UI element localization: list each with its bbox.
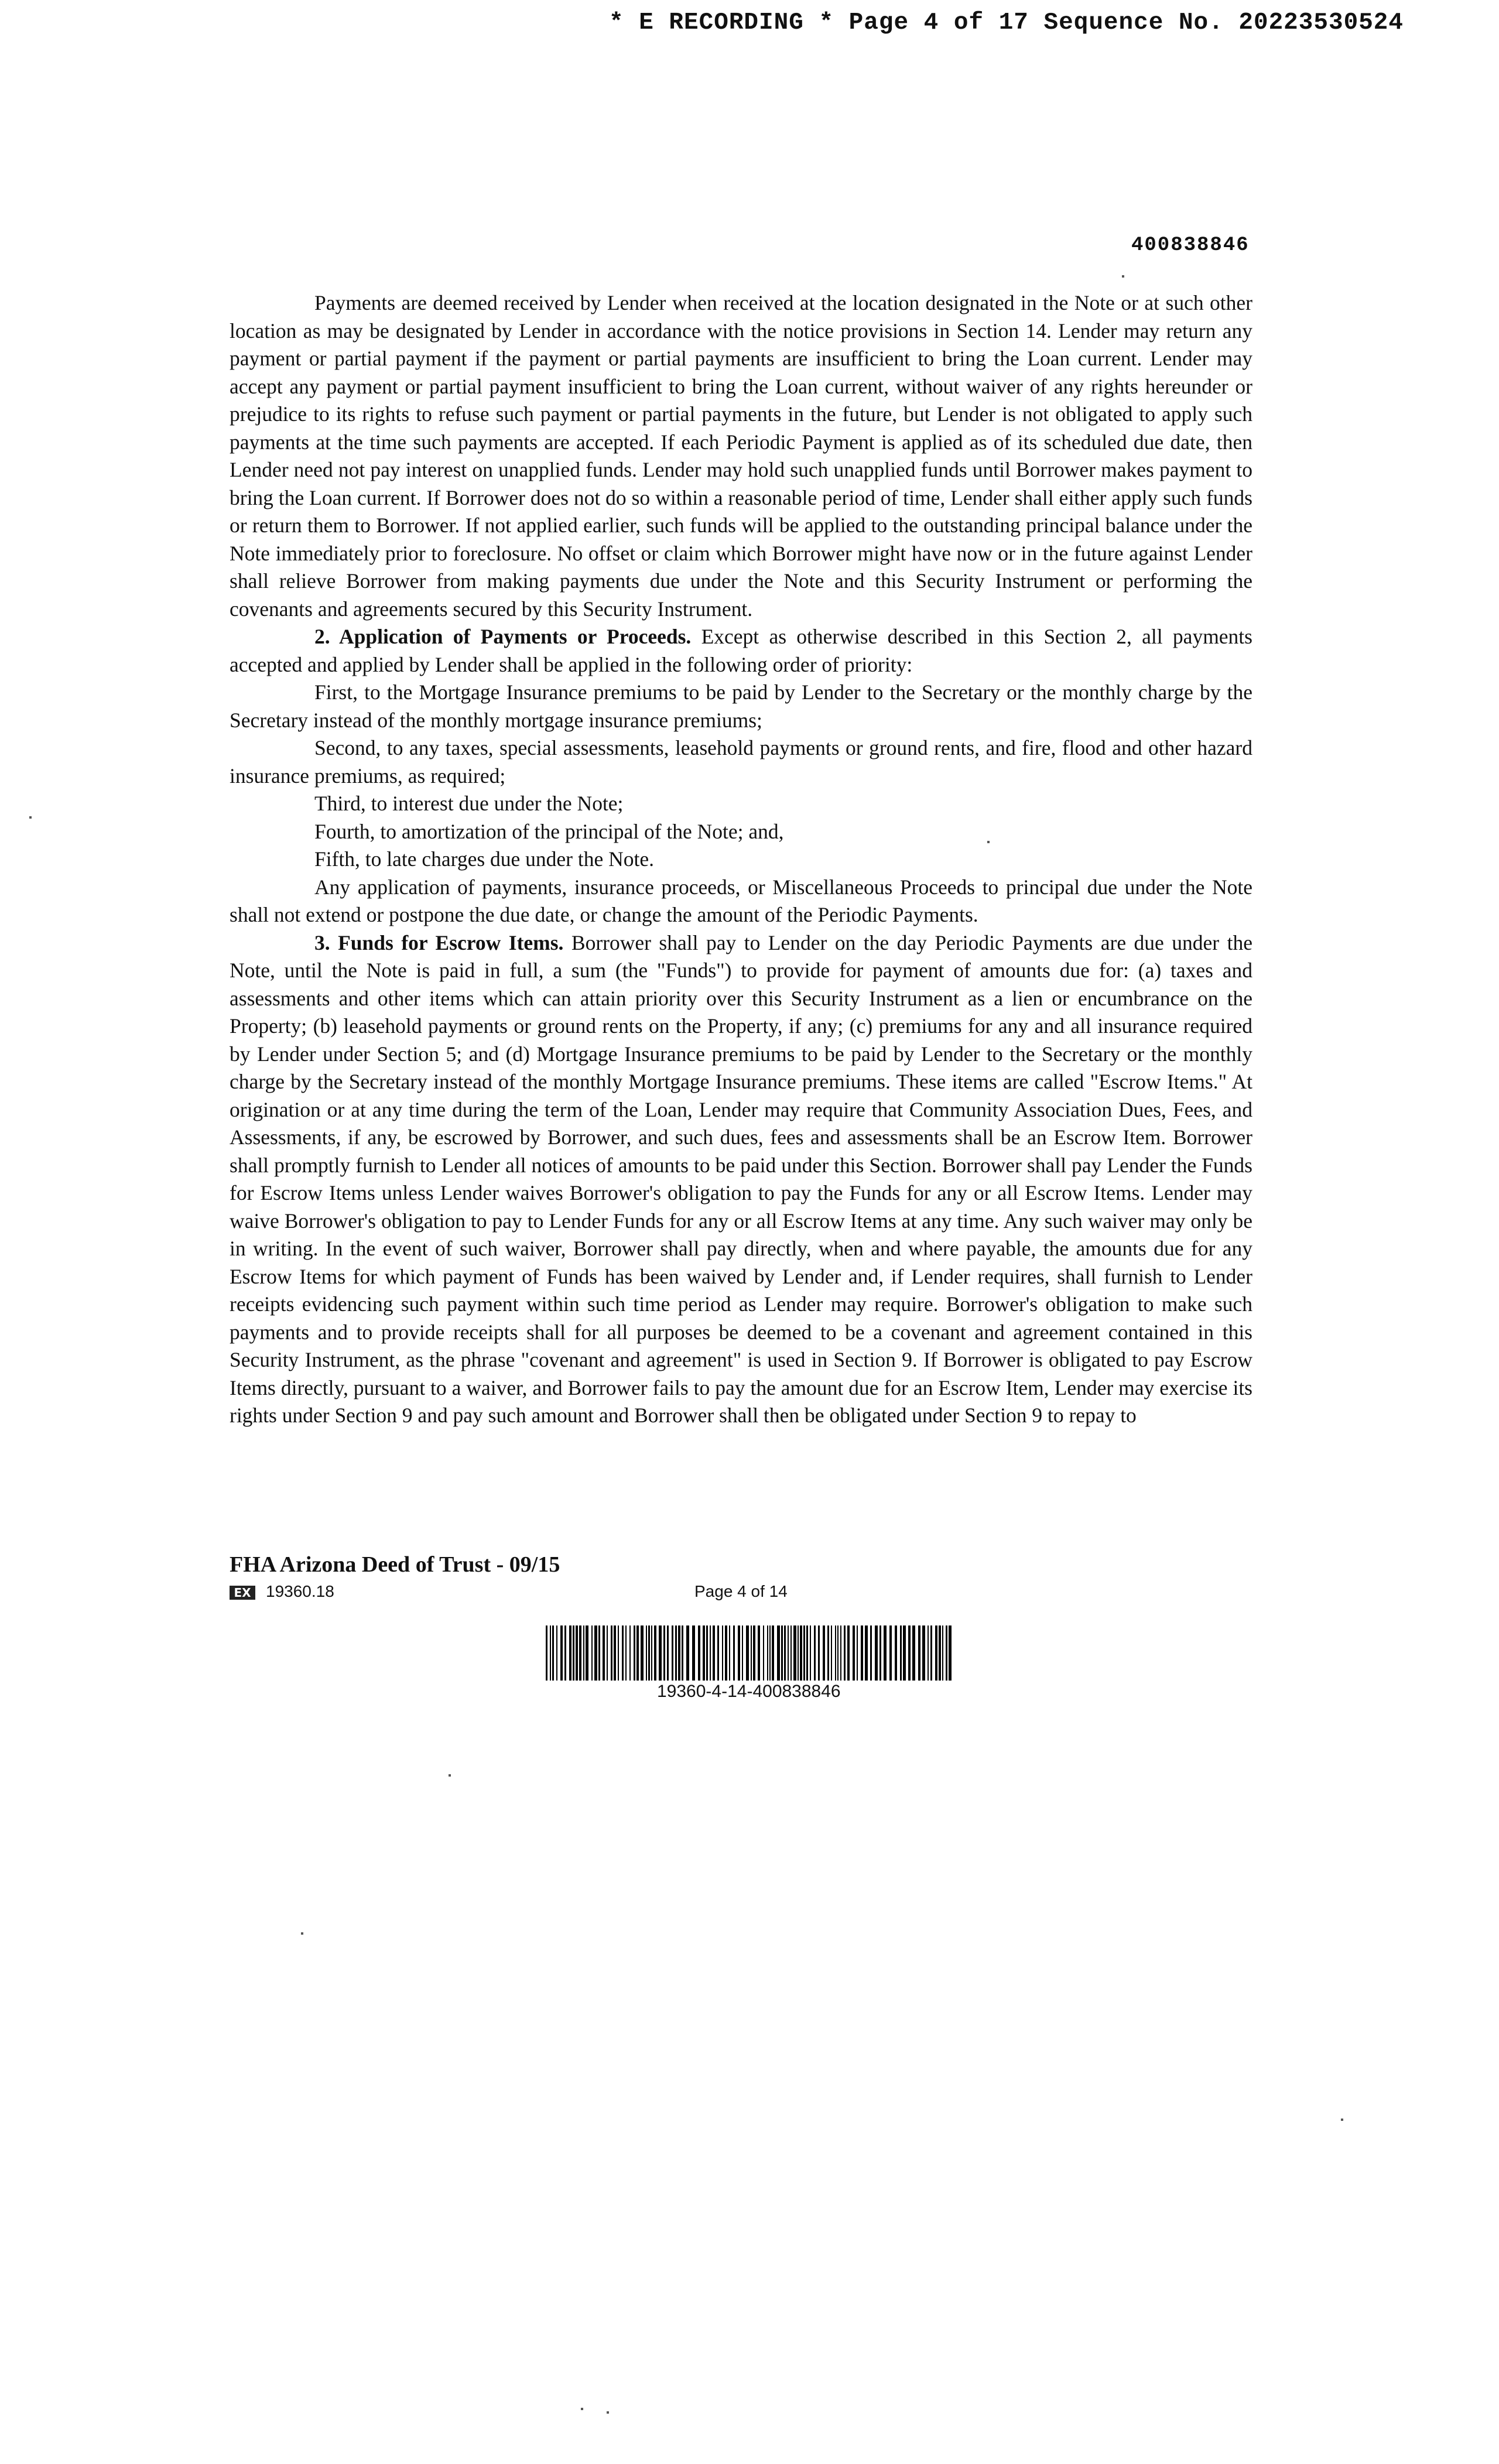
barcode-bar xyxy=(840,1625,841,1681)
barcode-bar xyxy=(710,1625,711,1681)
barcode-bar xyxy=(908,1625,911,1681)
priority-second: Second, to any taxes, special assessments, leasehold payments or ground rents, and fire, flood and other hazard insurance premiums, as required; xyxy=(230,736,1252,788)
barcode-bar xyxy=(790,1625,792,1681)
barcode-bar xyxy=(594,1625,597,1681)
barcode-bar xyxy=(746,1625,749,1681)
barcode-bar xyxy=(827,1625,829,1681)
barcode-bar xyxy=(646,1625,647,1681)
barcode-bar xyxy=(729,1625,730,1681)
barcode-bar xyxy=(884,1625,887,1681)
barcode-bar xyxy=(763,1625,764,1681)
barcode-bar xyxy=(576,1625,578,1681)
barcode-bar xyxy=(725,1625,727,1681)
barcode-bar xyxy=(546,1625,547,1681)
barcode-bar xyxy=(686,1625,689,1681)
form-code: 19360.18 xyxy=(266,1582,334,1600)
barcode-bar xyxy=(651,1625,652,1681)
barcode-bar xyxy=(769,1625,771,1681)
barcode-bar xyxy=(875,1625,878,1681)
barcode-bar xyxy=(552,1625,554,1681)
form-logo-badge: EX xyxy=(230,1586,255,1600)
section-2 xyxy=(230,623,1252,679)
barcode-bar xyxy=(564,1625,566,1681)
barcode-bar xyxy=(918,1625,920,1681)
barcode-bar xyxy=(939,1625,941,1681)
barcode-bar xyxy=(713,1625,715,1681)
scan-speck xyxy=(987,841,990,843)
barcode-bar xyxy=(844,1625,846,1681)
document-body xyxy=(230,289,1252,1430)
barcode-bar xyxy=(722,1625,723,1681)
barcode-bar xyxy=(622,1625,624,1681)
barcode-bar xyxy=(682,1625,683,1681)
scan-speck xyxy=(1122,275,1124,278)
loan-number: 400838846 xyxy=(1131,234,1250,256)
barcode-bar xyxy=(717,1625,719,1681)
barcode-bar xyxy=(648,1625,650,1681)
barcode-bar xyxy=(583,1625,584,1681)
barcode-bar xyxy=(607,1625,608,1681)
barcode-bar xyxy=(663,1625,665,1681)
scan-speck xyxy=(607,2411,609,2414)
priority-fifth: Fifth, to late charges due under the Note. xyxy=(314,847,654,871)
barcode-bar xyxy=(659,1625,662,1681)
barcode-bar xyxy=(781,1625,783,1681)
form-title: FHA Arizona Deed of Trust - 09/15 xyxy=(230,1552,560,1577)
barcode-bar xyxy=(870,1625,872,1681)
barcode-bar xyxy=(814,1625,816,1681)
barcode-bar xyxy=(857,1625,858,1681)
barcode-bar xyxy=(865,1625,868,1681)
barcode-bar xyxy=(889,1625,892,1681)
barcode xyxy=(546,1625,956,1681)
barcode-bar xyxy=(793,1625,796,1681)
barcode-bar xyxy=(930,1625,932,1681)
barcode-bar xyxy=(560,1625,563,1681)
barcode-bar xyxy=(900,1625,902,1681)
barcode-bar xyxy=(903,1625,906,1681)
barcode-bar xyxy=(667,1625,669,1681)
barcode-bar xyxy=(618,1625,619,1681)
barcode-bar xyxy=(738,1625,740,1681)
section-2-text: Except as otherwise described in this Section 2, all payments accepted and applied by Lender shall be applied in the following order of priority: xyxy=(230,625,1252,676)
section-3 xyxy=(230,929,1252,1430)
barcode-bar xyxy=(625,1625,627,1681)
barcode-bar xyxy=(675,1625,677,1681)
page-label: Page 4 of 14 xyxy=(694,1582,788,1600)
barcode-text: 19360-4-14-400838846 xyxy=(657,1682,841,1701)
barcode-bar xyxy=(861,1625,863,1681)
barcode-bar xyxy=(758,1625,760,1681)
barcode-bar xyxy=(573,1625,574,1681)
scan-speck xyxy=(29,816,32,819)
scan-speck xyxy=(1341,2119,1343,2121)
section-2-heading: 2. Application of Payments or Proceeds. xyxy=(314,625,692,648)
barcode-bar xyxy=(912,1625,915,1681)
barcode-bar xyxy=(853,1625,855,1681)
barcode-bar xyxy=(678,1625,680,1681)
barcode-bar xyxy=(928,1625,929,1681)
barcode-bar xyxy=(672,1625,673,1681)
barcode-bar xyxy=(777,1625,780,1681)
section-3-text: Borrower shall pay to Lender on the day Periodic Payments are due under the Note, until the Note is paid in full, a sum (the "Funds") to provide for payment of amounts due for: (a) taxes and assessments and other items which can attain priority over this Security Instrument as a lien or encumbrance on the Property; (b) leasehold payments or ground rents on the Property, if any; (c) premiums for any and all insurance required by Lender under Section 5; and (d) Mortgage Insurance premiums to be paid by Lender to the Secretary or the monthly charge by the Secretary instead of the monthly Mortgage Insurance premiums. These items are called "Escrow Items." At origination or at any time during the term of the Loan, Lender may require that Community Association Dues, Fees, and Assessments, if any, be escrowed by Borrower, and such dues, fees and assessments shall be an Escrow Item. Borrower shall promptly furnish to Lender all notices of amounts to be paid under this Section. Borrower shall pay Lender the Funds for Escrow Items unless Lender waives Borrower's obligation to pay the Funds for any or all Escrow Items. Lender may waive Borrower's obligation to pay to Lender Funds for any or all Escrow Items at any time. Any such waiver may only be in writing. In the event of such waiver, Borrower shall pay directly, when and where payable, the amounts due for any Escrow Items for which payment of Funds has been waived by Lender and, if Lender requires, shall furnish to Lender receipts evidencing such payment within such time period as Lender may require. Borrower's obligation to make such payments and to provide receipts shall for all purposes be deemed to be a covenant and agreement contained in this Security Instrument, as the phrase "covenant and agreement" is used in Section 9. If Borrower is obligated to pay Escrow Items directly, pursuant to a waiver, and Borrower fails to pay the amount due for an Escrow Item, Lender may exercise its rights under Section 9 and pay such amount and Borrower shall then be obligated under Section 9 to repay to xyxy=(230,930,1252,1427)
barcode-bar xyxy=(835,1625,836,1681)
barcode-bar xyxy=(579,1625,581,1681)
barcode-bar xyxy=(942,1625,943,1681)
barcode-bar xyxy=(698,1625,700,1681)
section-3-heading: 3. Funds for Escrow Items. xyxy=(314,930,564,954)
recording-header: * E RECORDING * Page 4 of 17 Sequence No. 20223530524 xyxy=(609,9,1404,36)
barcode-bar xyxy=(800,1625,802,1681)
priority-fourth: Fourth, to amortization of the principal of the Note; and, xyxy=(314,819,784,843)
barcode-bar xyxy=(946,1625,947,1681)
barcode-bar xyxy=(831,1625,832,1681)
barcode-bar xyxy=(733,1625,735,1681)
barcode-bar xyxy=(895,1625,897,1681)
barcode-bar xyxy=(803,1625,805,1681)
barcode-bar xyxy=(603,1625,605,1681)
paragraph-any-application: Any application of payments, insurance proceeds, or Miscellaneous Proceeds to principal due under the Note shall not extend or postpone the due date, or change the amount of the Periodic Payments. xyxy=(230,875,1252,926)
barcode-bar xyxy=(629,1625,631,1681)
barcode-bar xyxy=(751,1625,752,1681)
barcode-bar xyxy=(935,1625,937,1681)
barcode-bar xyxy=(598,1625,600,1681)
barcode-bar xyxy=(703,1625,705,1681)
barcode-bar xyxy=(818,1625,820,1681)
barcode-bar xyxy=(823,1625,825,1681)
barcode-bar xyxy=(634,1625,635,1681)
barcode-bar xyxy=(550,1625,551,1681)
barcode-bar xyxy=(753,1625,755,1681)
barcode-bar xyxy=(798,1625,799,1681)
barcode-bar xyxy=(591,1625,593,1681)
priority-first: First, to the Mortgage Insurance premiums to be paid by Lender to the Secretary or the monthly charge by the Secretary instead of the monthly mortgage insurance premiums; xyxy=(230,680,1252,732)
barcode-bar xyxy=(569,1625,571,1681)
barcode-bar xyxy=(636,1625,639,1681)
barcode-bar xyxy=(767,1625,768,1681)
barcode-bar xyxy=(837,1625,839,1681)
scan-speck xyxy=(581,2408,583,2410)
barcode-bar xyxy=(586,1625,588,1681)
barcode-bar xyxy=(641,1625,644,1681)
barcode-bar xyxy=(706,1625,708,1681)
barcode-bar xyxy=(806,1625,808,1681)
barcode-bar xyxy=(692,1625,695,1681)
scan-speck xyxy=(301,1932,303,1935)
barcode-bar xyxy=(611,1625,612,1681)
barcode-bar xyxy=(742,1625,743,1681)
barcode-bar xyxy=(556,1625,557,1681)
barcode-bar xyxy=(772,1625,774,1681)
priority-third: Third, to interest due under the Note; xyxy=(314,792,624,815)
barcode-bar xyxy=(810,1625,811,1681)
barcode-bar xyxy=(788,1625,789,1681)
barcode-bar xyxy=(949,1625,952,1681)
barcode-bar xyxy=(922,1625,925,1681)
barcode-bar xyxy=(879,1625,881,1681)
scan-speck xyxy=(449,1774,451,1777)
barcode-bar xyxy=(614,1625,616,1681)
paragraph-payments-received: Payments are deemed received by Lender when received at the location designated in the Note or at such other location as may be designated by Lender in accordance with the notice provisions in Section 14. Lender may return any payment or partial payment if the payment or partial payments are insufficient to bring the Loan current. Lender may accept any payment or partial payment insufficient to bring the Loan current, without waiver of any rights hereunder or prejudice to its rights to refuse such payment or partial payments in the future, but Lender is not obligated to apply such payments at the time such payments are accepted. If each Periodic Payment is applied as of its scheduled due date, then Lender need not pay interest on unapplied funds. Lender may hold such unapplied funds until Borrower makes payment to bring the Loan current. If Borrower does not do so within a reasonable period of time, Lender shall either apply such funds or return them to Borrower. If not applied earlier, such funds will be applied to the outstanding principal balance under the Note immediately prior to foreclosure. No offset or claim which Borrower might have now or in the future against Lender shall relieve Borrower from making payments due under the Note and this Security Instrument or performing the covenants and agreements secured by this Security Instrument. xyxy=(230,291,1252,621)
barcode-bar xyxy=(654,1625,656,1681)
barcode-bar xyxy=(784,1625,786,1681)
barcode-bar xyxy=(847,1625,850,1681)
